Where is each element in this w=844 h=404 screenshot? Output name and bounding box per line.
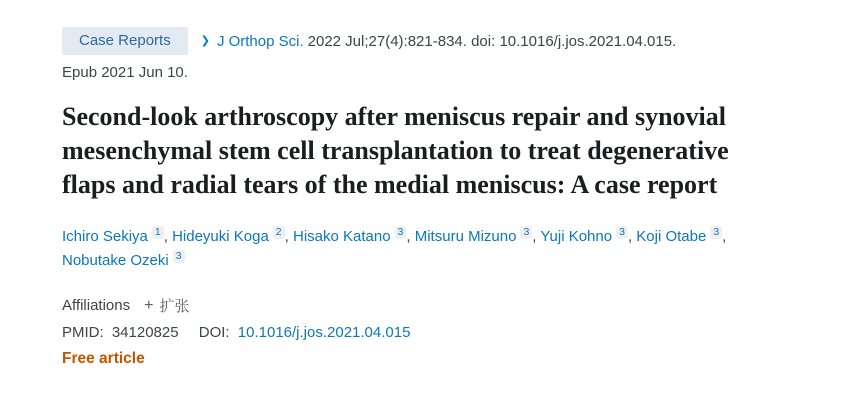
author-link[interactable]: Hideyuki Koga <box>172 228 269 245</box>
author-separator: , <box>722 228 727 245</box>
author-separator: , <box>163 228 168 245</box>
doi-link[interactable]: 10.1016/j.jos.2021.04.015 <box>237 324 411 341</box>
affiliation-number-link[interactable]: 3 <box>520 226 532 239</box>
affiliation-number-link[interactable]: 3 <box>173 250 185 263</box>
affiliation-number-link[interactable]: 3 <box>616 226 628 239</box>
author-separator: , <box>284 228 289 245</box>
affiliation-number-link[interactable]: 2 <box>273 226 285 239</box>
author-link[interactable]: Mitsuru Mizuno <box>414 228 517 245</box>
author-link[interactable]: Yuji Kohno <box>540 228 613 245</box>
author-item <box>636 228 726 245</box>
doi-label: DOI: <box>198 324 230 341</box>
pmid-label: PMID: <box>62 324 104 341</box>
epub-date: Epub 2021 Jun 10. <box>62 64 188 81</box>
author-link[interactable]: Koji Otabe <box>636 228 707 245</box>
expand-affiliations-button[interactable] <box>144 295 189 316</box>
author-link[interactable]: Ichiro Sekiya <box>62 228 148 245</box>
journal-name[interactable]: J Orthop Sci. <box>216 32 304 50</box>
author-item <box>62 252 185 269</box>
author-item <box>415 228 537 245</box>
affiliation-number-link[interactable]: 3 <box>395 226 407 239</box>
author-separator: , <box>532 228 537 245</box>
journal-dropdown-button[interactable] <box>201 31 304 52</box>
author-item <box>293 228 411 245</box>
author-item <box>172 228 289 245</box>
chevron-right-icon: ❯ <box>200 34 210 48</box>
authors-list <box>62 225 777 273</box>
author-item <box>540 228 632 245</box>
expand-label[interactable]: 扩张 <box>159 298 190 315</box>
author-link[interactable]: Nobutake Ozeki <box>62 252 169 269</box>
author-separator: , <box>406 228 411 245</box>
affiliations-label: Affiliations <box>62 297 131 314</box>
pmid-value: 34120825 <box>111 324 179 341</box>
author-item <box>62 228 168 245</box>
citation-row <box>62 27 844 55</box>
identifiers-row <box>62 324 844 341</box>
plus-icon: + <box>144 296 154 314</box>
author-separator: , <box>627 228 633 245</box>
affiliation-number-link[interactable]: 3 <box>710 226 722 239</box>
affiliation-number-link[interactable]: 1 <box>152 226 164 239</box>
author-link[interactable]: Hisako Katano <box>292 228 391 245</box>
citation-details: 2022 Jul;27(4):821-834. doi: 10.1016/j.jos.2021.04.015. <box>307 32 677 50</box>
free-article-label: Free article <box>62 350 145 367</box>
publication-type-badge: Case Reports <box>62 27 188 55</box>
article-title: Second-look arthroscopy after meniscus repair and synovial mesenchymal stem cell transplantation to treat degenerative flaps and radial tears of the medial meniscus: A case report <box>62 102 729 199</box>
affiliations-row <box>62 295 844 316</box>
